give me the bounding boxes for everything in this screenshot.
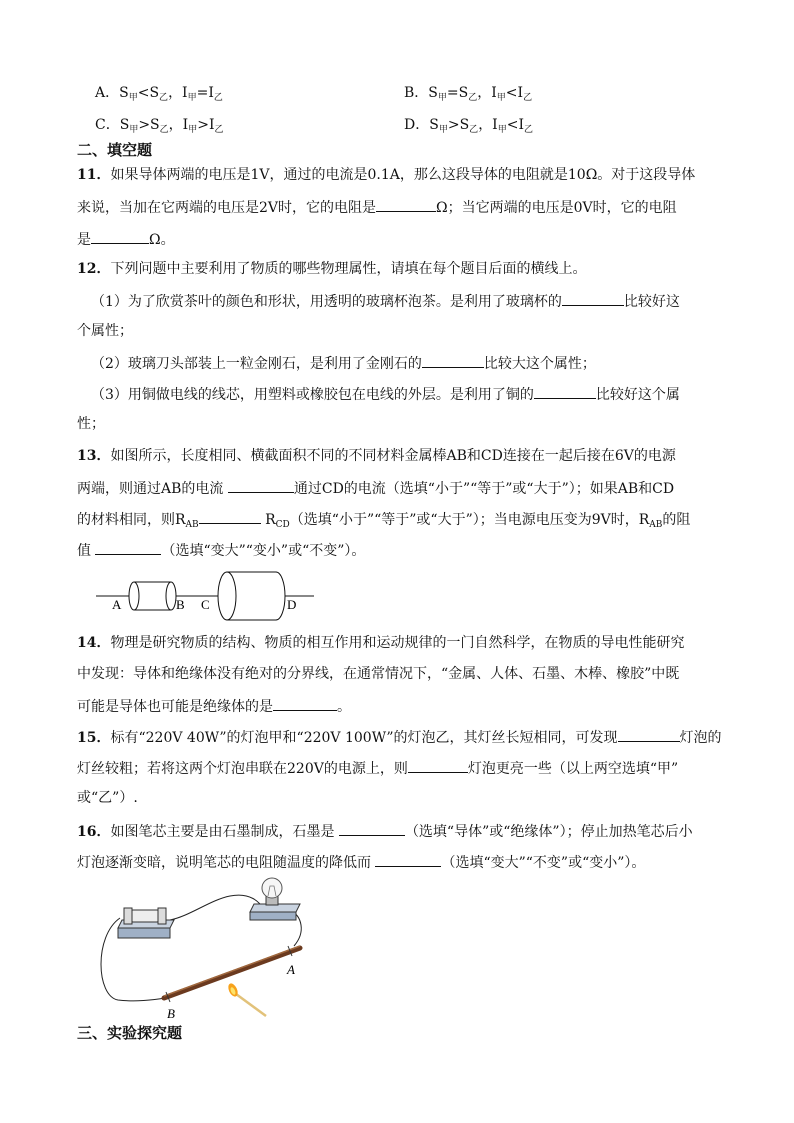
answer-blank[interactable] [228, 478, 294, 493]
q16-line-1: 16．如图笔芯主要是由石墨制成，石墨是 （选填“导体”或“绝缘体”）；停止加热笔芯后小 [77, 821, 737, 841]
answer-blank[interactable] [376, 197, 436, 212]
q13-line-2: 两端，则通过AB的电流 通过CD的电流（选填“小于”“等于”或“大于”）；如果AB和CD [77, 478, 737, 498]
q12-sub-3-cont: 性； [77, 416, 105, 432]
q14-line-1: 14．物理是研究物质的结构、物质的相互作用和运动规律的一门自然科学，在物质的导电性能研究 [77, 635, 685, 651]
q15-line-3: 或“乙”）. [77, 790, 138, 806]
label-c: C [201, 597, 210, 612]
q13-line-1: 13．如图所示，长度相同、横截面积不同的不同材料金属棒AB和CD连接在一起后接在6V的电源 [77, 448, 676, 464]
battery-icon [118, 908, 174, 938]
q14-line-3: 可能是导体也可能是绝缘体的是 。 [77, 696, 737, 716]
option-d: D．$S_甲>S_乙$，$I_甲<I_乙$ [404, 117, 534, 135]
pencil-lead-circuit-figure [90, 876, 310, 1021]
answer-blank[interactable] [95, 540, 161, 555]
rod-ab-end-b [166, 582, 176, 610]
option-c: C．$S_甲>S_乙$，$I_甲>I_乙$ [95, 117, 224, 135]
q11-line-3: 是 Ω。 [77, 229, 737, 249]
label-b: B [176, 597, 185, 612]
answer-blank[interactable] [534, 384, 596, 399]
option-a: A．$S_甲<S_乙$，$I_甲=I_乙$ [95, 85, 223, 103]
rod-cd-end-c [218, 572, 236, 620]
answer-blank[interactable] [339, 821, 405, 836]
q15-line-1: 15．标有“220V 40W”的灯泡甲和“220V 100W”的灯泡乙，其灯丝长短相同，可发现 灯泡的 [77, 727, 737, 747]
q12-line-1: 12．下列问题中主要利用了物质的哪些物理属性，请填在每个题目后面的横线上。 [77, 261, 587, 277]
q11-line-1: 11．如果导体两端的电压是1V，通过的电流是0.1A，那么这段导体的电阻就是10Ω。对于这段导体 [77, 167, 696, 183]
q11-line-2: 来说，当加在它两端的电压是2V时，它的电阻是 Ω；当它两端的电压是0V时，它的电阻 [77, 197, 737, 217]
section-heading-fill-in: 二、填空题 [77, 141, 153, 159]
answer-blank[interactable] [618, 727, 680, 742]
label-b: B [167, 1006, 175, 1021]
q16-line-2: 灯泡逐渐变暗，说明笔芯的电阻随温度的降低而 （选填“变大”“不变”或“变小”）。 [77, 852, 737, 872]
conductor-rods-figure [90, 566, 320, 626]
answer-blank[interactable] [273, 696, 337, 711]
q12-sub-3: （3）用铜做电线的线芯，用塑料或橡胶包在电线的外层。是利用了铜的 比较好这个属 [91, 384, 751, 404]
q14-line-2: 中发现：导体和绝缘体没有绝对的分界线，在通常情况下，“金属、人体、石墨、木棒、橡胶”中既 [77, 666, 680, 682]
q13-line-3: 的材料相同，则$R_{AB}$ $R_{CD}$（选填“小于”“等于”或“大于”）；当电源电压变为9V时，$R_{AB}$的阻 [77, 509, 737, 531]
answer-blank[interactable] [562, 291, 624, 306]
option-b: B．$S_甲=S_乙$，$I_甲<I_乙$ [404, 85, 533, 103]
q15-line-2: 灯丝较粗；若将这两个灯泡串联在220V的电源上，则 灯泡更亮一些（以上两空选填“甲” [77, 758, 737, 778]
answer-blank[interactable] [422, 353, 484, 368]
answer-blank[interactable] [375, 852, 441, 867]
label-a: A [287, 962, 295, 977]
answer-blank[interactable] [199, 509, 261, 524]
label-a: A [112, 597, 122, 612]
answer-blank[interactable] [91, 229, 149, 244]
q12-sub-2: （2）玻璃刀头部装上一粒金刚石，是利用了金刚石的 比较大这个属性； [91, 353, 751, 373]
q12-sub-1-cont: 个属性； [77, 323, 133, 339]
burning-match-icon [226, 982, 266, 1016]
answer-blank[interactable] [408, 758, 468, 773]
rod-ab-end-a [129, 582, 139, 610]
q13-line-4: 值 （选填“变大”“变小”或“不变”）。 [77, 540, 737, 560]
q12-sub-1: （1）为了欣赏茶叶的颜色和形状，用透明的玻璃杯泡茶。是利用了玻璃杯的 比较好这 [91, 291, 751, 311]
label-d: D [287, 597, 297, 612]
light-bulb-icon [250, 878, 300, 920]
section-heading-experiment: 三、实验探究题 [77, 1024, 183, 1042]
